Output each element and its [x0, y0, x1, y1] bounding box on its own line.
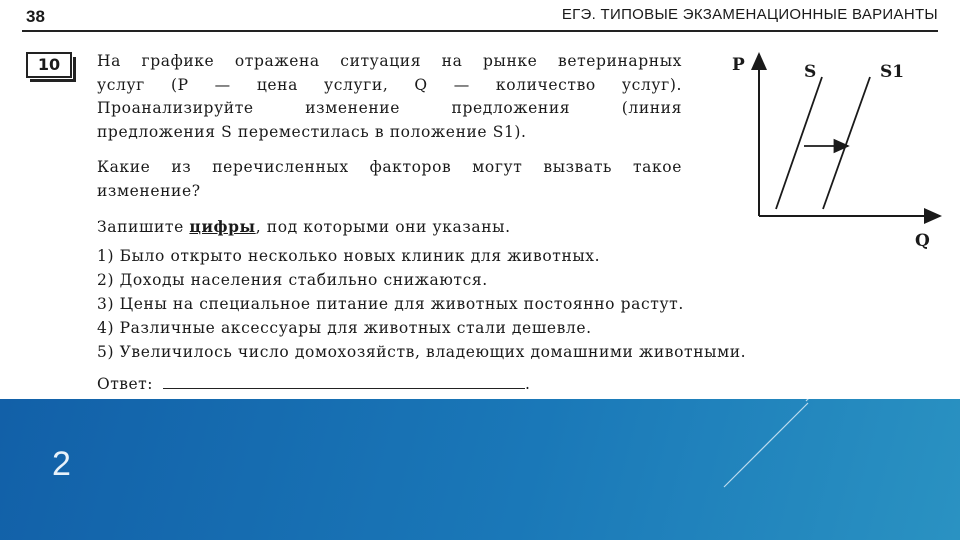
question-line: Какие из перечисленных факторов могут вызвать такое — [97, 158, 682, 176]
intro-line: Проанализируйте изменение предложения (линия — [97, 99, 682, 117]
intro-line: На графике отражена ситуация на рынке ветеринарных — [97, 52, 682, 70]
header-title: ЕГЭ. ТИПОВЫЕ ЭКЗАМЕНАЦИОННЫЕ ВАРИАНТЫ — [561, 6, 938, 23]
curve-label-s: S — [804, 62, 817, 82]
answer-row — [97, 374, 530, 393]
instruction-pre: Запишите — [97, 218, 190, 236]
slide-footer — [0, 399, 960, 540]
answer-label: Ответ: — [97, 375, 153, 393]
decorative-lines — [0, 399, 960, 540]
supply-shift-graph — [720, 44, 950, 254]
page-number: 38 — [26, 7, 45, 26]
option-item: 5) Увеличилось число домохозяйств, владеющих домашними животными. — [97, 343, 747, 361]
supply-curve-s — [776, 77, 822, 209]
task-number-box: 10 — [26, 52, 72, 78]
page-header — [0, 0, 960, 30]
x-axis-label: Q — [915, 231, 930, 251]
supply-curve-s1 — [823, 77, 870, 209]
answer-blank — [163, 374, 525, 389]
option-item: 4) Различные аксессуары для животных стали дешевле. — [97, 319, 592, 337]
option-item: 1) Было открыто несколько новых клиник для животных. — [97, 247, 601, 265]
task-text — [97, 50, 682, 240]
intro-line: предложения S переместилась в положение S1). — [97, 122, 527, 141]
answer-end: . — [524, 375, 531, 393]
curve-label-s1: S1 — [880, 62, 905, 82]
slide-number: 2 — [52, 445, 71, 483]
instruction-emphasis: цифры — [189, 217, 256, 236]
answer-options — [97, 244, 857, 364]
option-item: 2) Доходы населения стабильно снижаются. — [97, 271, 488, 289]
header-divider — [22, 30, 938, 32]
question-line: изменение? — [97, 181, 201, 200]
instruction-post: , под которыми они указаны. — [255, 218, 511, 236]
instruction-line — [97, 215, 682, 240]
option-item: 3) Цены на специальное питание для животных постоянно растут. — [97, 295, 684, 313]
y-axis-label: P — [732, 55, 745, 75]
intro-line: услуг (P — цена услуги, Q — количество услуг). — [97, 75, 682, 94]
